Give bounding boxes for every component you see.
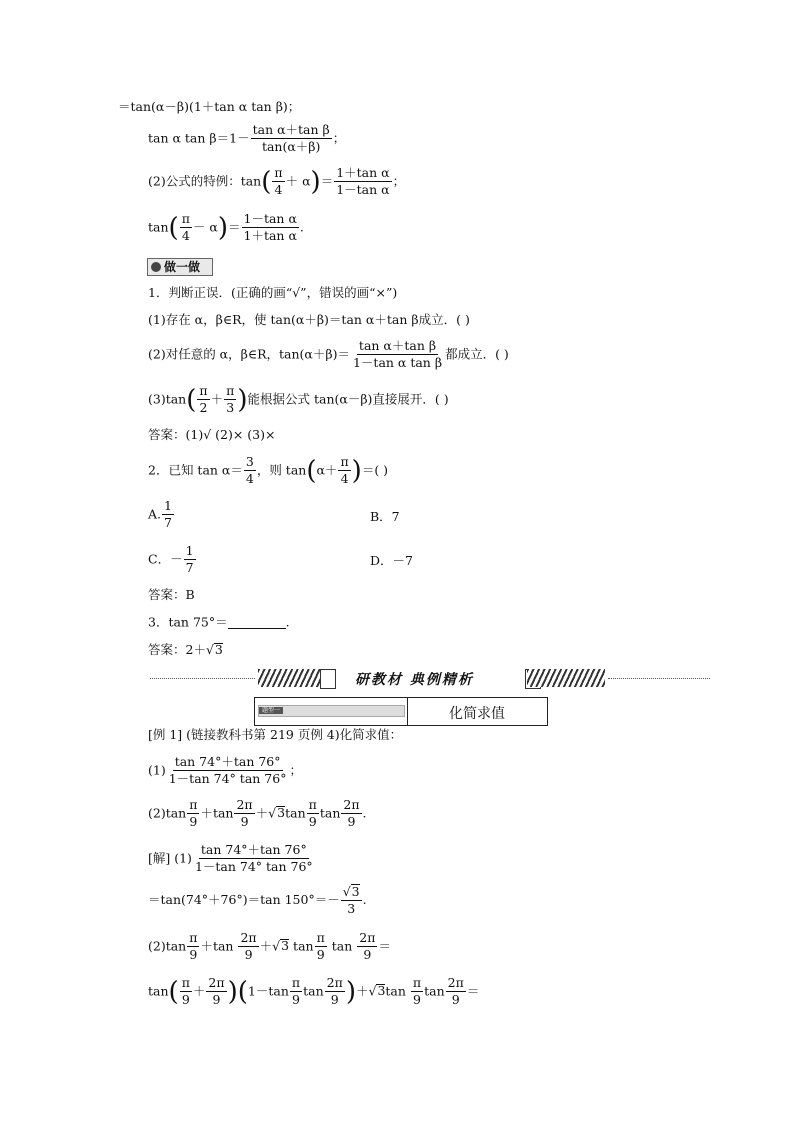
numerator: π (187, 798, 199, 814)
question-3-stem (148, 616, 290, 629)
denominator: 9 (292, 992, 300, 1008)
formula-text: ＋tan (200, 938, 234, 954)
formula-text: (2)公式的特例：tan (148, 173, 262, 189)
solution-part-2: (2)tan $\frac{\pi}{9}$ ＋tan $\frac{2\pi}{9}$ ＋√3 tan $\frac{\pi}{9}$ tan $\frac{2\pi}{9}$ ＝ (148, 930, 391, 963)
answer-blank (228, 616, 286, 629)
fraction (187, 931, 199, 963)
practice-badge (147, 258, 213, 276)
formula-text: ＋ α (285, 173, 311, 189)
formula-text: ＝ (227, 219, 241, 235)
numerator: tan α＋tan β (357, 339, 438, 355)
numerator: π (338, 455, 350, 471)
solution-line-4: tan( $\frac{\pi}{9}$ ＋ $\frac{2\pi}{9}$ )(1－tan $\frac{\pi}{9}$ tan $\frac{2\pi}{9}$ )＋√3tan $\frac{\pi}{9}$ tan $\frac{2\pi}{9}$ ＝ (148, 975, 480, 1008)
denominator: tan(α＋β) (261, 139, 321, 155)
numerator: π (272, 166, 284, 182)
formula-text: 答案：2＋ (148, 642, 206, 657)
denominator: 2 (199, 400, 208, 416)
question-1-answer: 答案：(1)√ (2)× (3)× (148, 427, 276, 442)
numerator: 2π (446, 976, 466, 992)
denominator: 9 (240, 814, 249, 830)
denominator: 4 (274, 182, 283, 198)
formula-text: ＋ (259, 938, 273, 954)
formula-text: ； (392, 173, 406, 189)
formula-text: ＋ (355, 983, 369, 999)
numerator: 2π (341, 798, 361, 814)
fraction (341, 884, 362, 917)
section-banner (150, 668, 710, 690)
denominator: 3 (347, 901, 356, 917)
formula-text: － α (192, 219, 218, 235)
formula-text: 能根据公式 tan(α－β)直接展开．( ) (247, 391, 449, 407)
denominator: 3 (226, 400, 235, 416)
formula-text: tan (327, 938, 353, 954)
denominator: 7 (185, 560, 194, 576)
numerator: tan α＋tan β (251, 123, 332, 139)
option-label: A. (148, 506, 162, 522)
fraction (251, 123, 332, 155)
denominator: 1－tan 74° tan 76° (168, 771, 287, 787)
denominator: 4 (340, 471, 349, 487)
question-1-statement-1: (1)存在 α，β∈R，使 tan(α＋β)＝tan α＋tan β成立．( ) (148, 312, 470, 327)
formula-line-4: tan( $\frac{\pi}{4}$ － α)＝ $\frac{\text{1－tan α}}{\text{1＋tan α}}$ . (148, 211, 304, 244)
denominator: 9 (316, 947, 325, 963)
topic-tag-label: 题型一 (259, 707, 283, 714)
numerator: 2π (357, 931, 377, 947)
numerator: tan 74°＋tan 76° (199, 843, 309, 859)
question-1-statement-2 (148, 339, 509, 371)
numerator: π (224, 384, 236, 400)
formula-text: (3)tan (148, 391, 187, 407)
radicand: 3 (377, 983, 386, 999)
fraction (234, 798, 254, 830)
fraction (193, 843, 315, 875)
numerator: π (187, 931, 199, 947)
formula-text: 1－tan (247, 983, 289, 999)
formula-text: [解] (1) (148, 850, 192, 866)
question-1-title: 1．判断正误．(正确的画“√”，错误的画“×”) (148, 285, 398, 300)
solution-part-1 (148, 843, 316, 875)
formula-text: 都成立．( ) (445, 346, 509, 362)
numerator: π (411, 976, 423, 992)
fraction (224, 384, 236, 416)
formula-text: (2)tan (148, 805, 187, 821)
formula-text: (2)tan (148, 938, 187, 954)
fraction (307, 798, 319, 830)
fraction (446, 976, 466, 1008)
formula-text: α＋ (316, 462, 338, 478)
formula-text: tan (385, 983, 406, 999)
formula-text: ＝ (466, 983, 480, 999)
topic-title: 化简求值 (449, 706, 505, 722)
numerator: √3 (341, 884, 362, 901)
formula-line-3: (2)公式的特例：tan( $\frac{\pi}{4}$ ＋ α)＝ $\frac{\text{1＋tan α}}{\text{1－tan α}}$ ； (148, 165, 406, 198)
fraction (206, 976, 226, 1008)
example-part-1 (148, 755, 302, 787)
fraction (351, 339, 444, 371)
fraction (338, 455, 350, 487)
numerator: π (315, 931, 327, 947)
denominator: 4 (181, 228, 190, 244)
radicand: 3 (214, 642, 223, 657)
fraction (357, 931, 377, 963)
numerator: tan 74°＋tan 76° (173, 755, 283, 771)
banner-title: 研教材 典例精析 (355, 672, 474, 688)
numerator: π (197, 384, 209, 400)
denominator: 9 (451, 992, 460, 1008)
denominator: 4 (245, 471, 254, 487)
denominator: 1－tan α tan β (352, 355, 443, 371)
formula-text: ＋tan (200, 805, 234, 821)
formula-text: tan α tan β＝1－ (148, 130, 250, 146)
fraction (180, 212, 192, 244)
formula-text: tan (148, 219, 169, 235)
fraction (162, 499, 174, 531)
question-2-answer: 答案：B (148, 587, 195, 602)
formula-text: tan (285, 805, 306, 821)
denominator: 1＋tan α (243, 228, 297, 244)
formula-line-1: ＝tan(α－β)(1＋tan α tan β)； (118, 99, 301, 114)
formula-text: ，则 tan (256, 462, 307, 478)
radicand: 3 (281, 938, 290, 954)
formula-text: ； (289, 762, 302, 778)
denominator: 9 (244, 947, 253, 963)
denominator: 9 (189, 947, 198, 963)
numerator: 1 (184, 544, 196, 560)
numerator: π (290, 976, 302, 992)
example-part-2: (2)tan $\frac{\pi}{9}$ ＋tan $\frac{2\pi}{9}$ ＋√3tan $\frac{\pi}{9}$ tan $\frac{2\pi}{9}$ . (148, 797, 367, 830)
fraction (325, 976, 345, 1008)
formula-text: 2．已知 tan α＝ (148, 462, 243, 478)
formula-line-2 (148, 123, 345, 155)
fraction (341, 798, 361, 830)
denominator: 9 (189, 814, 198, 830)
stripe-decoration (527, 669, 605, 687)
example-title: [例 1] (链接教科书第 219 页例 4)化简求值： (148, 727, 403, 742)
numerator: π (180, 212, 192, 228)
fraction (315, 931, 327, 963)
fraction (411, 976, 423, 1008)
fraction (290, 976, 302, 1008)
denominator: 7 (164, 515, 172, 531)
topic-tag (258, 705, 405, 717)
numerator: 1－tan α (242, 212, 299, 228)
formula-text: 3．tan 75°＝ (148, 614, 228, 630)
divider (608, 678, 710, 679)
formula-text: . (285, 614, 290, 630)
denominator: 9 (308, 814, 317, 830)
radicand: 3 (277, 805, 286, 821)
formula-text: tan (424, 983, 445, 999)
fraction (242, 212, 299, 244)
option-c (148, 544, 197, 576)
numerator: 2π (234, 798, 254, 814)
numerator: 2π (206, 976, 226, 992)
question-2-stem: 2．已知 tan α＝ $\frac{3}{4}$ ，则 tan(α＋ $\frac{\pi}{4}$ )＝( ) (148, 454, 389, 487)
fraction (244, 455, 256, 487)
fraction (334, 166, 391, 198)
numerator: π (307, 798, 319, 814)
formula-text: ＝( ) (361, 462, 389, 478)
formula-text: . (299, 219, 304, 235)
formula-text: tan (289, 938, 314, 954)
divider (150, 678, 255, 679)
denominator: 1－tan 74° tan 76° (194, 859, 313, 875)
formula-text: (2)对任意的 α，β∈R，tan(α＋β)＝ (148, 346, 350, 362)
formula-text: (1) (148, 762, 166, 778)
question-1-statement-3: (3)tan( $\frac{\pi}{2}$ ＋ $\frac{\pi}{3}$ )能根据公式 tan(α－β)直接展开．( ) (148, 383, 449, 416)
fraction (187, 798, 199, 830)
topic-box (254, 697, 548, 726)
option-d: D．－7 (370, 553, 413, 568)
numerator: 2π (325, 976, 345, 992)
denominator: 9 (181, 992, 190, 1008)
formula-text: ＋ (255, 805, 269, 821)
solution-line-2: ＝tan(74°＋76°)＝tan 150°＝－ $\frac{√3}{3}$ . (148, 884, 367, 917)
chevron-circle-icon (151, 262, 161, 272)
numerator: 1 (162, 499, 174, 515)
option-a (148, 499, 175, 531)
denominator: 9 (413, 992, 421, 1008)
fraction (197, 384, 209, 416)
badge-label: 做一做 (164, 260, 201, 274)
formula-text: ＋ (210, 391, 224, 407)
fraction (238, 931, 258, 963)
numerator: 3 (244, 455, 256, 471)
numerator: 1＋tan α (334, 166, 391, 182)
numerator: π (180, 976, 192, 992)
fraction (180, 976, 192, 1008)
formula-text: ＝tan(74°＋76°)＝tan 150°＝－ (148, 891, 340, 907)
formula-text: tan (148, 983, 169, 999)
radicand: 3 (351, 884, 360, 899)
denominator: 9 (363, 947, 372, 963)
denominator: 9 (212, 992, 221, 1008)
denominator: 1－tan α (336, 182, 390, 198)
option-b: B．7 (370, 509, 400, 524)
formula-text: . (362, 805, 367, 821)
formula-text: ＝ (320, 173, 334, 189)
question-3-answer: 答案：2＋√3 (148, 642, 223, 657)
denominator: 9 (347, 814, 356, 830)
fraction (184, 544, 196, 576)
option-label: C．－ (148, 551, 183, 567)
denominator: 9 (330, 992, 339, 1008)
fraction (272, 166, 284, 198)
formula-text: tan (319, 805, 341, 821)
formula-text: ＝ (378, 938, 391, 954)
formula-text: ； (332, 130, 346, 146)
arrow-left-icon (320, 669, 336, 689)
formula-text: tan (303, 983, 324, 999)
numerator: 2π (238, 931, 258, 947)
fraction (167, 755, 289, 787)
